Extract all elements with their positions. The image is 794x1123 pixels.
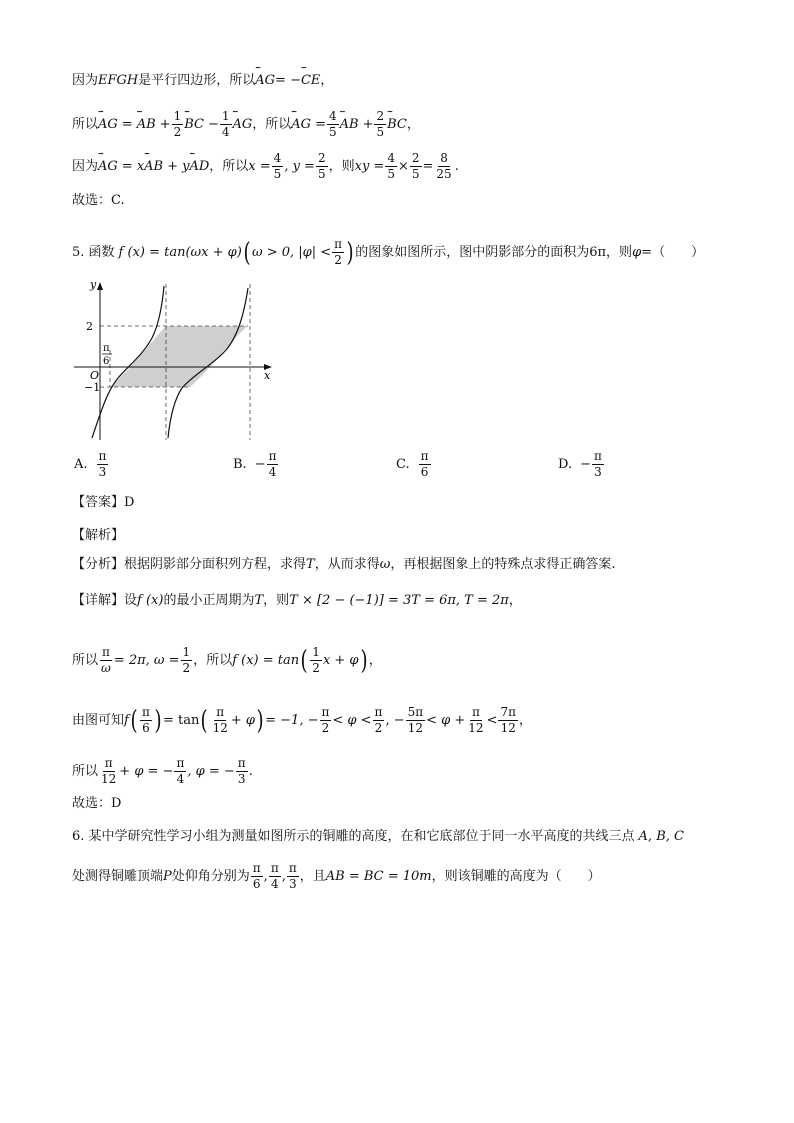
tick-minus1: −1 [84, 381, 101, 394]
option-a[interactable]: A. $\frac{\pi}{3}$ [74, 449, 107, 480]
prev-choose: 故选：C. [72, 193, 125, 208]
prev-line-1: 因为 EFGH 是平行四边形，所以 ꞏꞏꞏꞏ AG = − ꞏꞏꞏꞏ CE ， [72, 74, 333, 87]
q5-analysis: 【分析】根据阴影部分面积列方程，求得 T ，从而求得 ω ，再根据图象上的特殊点求得正确答案. [72, 557, 616, 572]
option-d[interactable]: D. − $\frac{\pi}{3}$ [558, 449, 602, 480]
tick-6: 6 [103, 356, 110, 367]
shaded-region [110, 326, 248, 387]
option-c[interactable]: C. $\frac{\pi}{6}$ [396, 449, 429, 480]
q5-analysis-head: 【解析】 [72, 528, 125, 543]
q5-detail: 【详解】设 f (x) 的最小正周期为 T ，则 T × [2 − (−1)] = 3T = 6π, T = 2π ， [72, 593, 522, 608]
prev-line-3: 因为 ꞏꞏꞏꞏ AG = x ꞏꞏꞏꞏ AB + y ꞏꞏꞏꞏ AD ，所以 x = $\frac{4}{5}$ , y = $\frac{2}{5}$ ，则 xy = $\frac{4}{5}$ × $\frac{2}{5}$ = $\frac{8}{25}$ . [72, 152, 459, 181]
q6-line-2: 处测得铜雕顶端 P 处仰角分别为 $\frac{\pi}{6}$ , $\frac{\pi}{4}$ , $\frac{\pi}{3}$ ，且 AB = BC = 10m ，则该铜雕的高度为（ ） [72, 861, 601, 892]
q6-line-1: 6. 某中学研究性学习小组为测量如图所示的铜雕的高度，在和它底部位于同一水平高度的共线三点 A, B, C [72, 829, 684, 844]
tick-2: 2 [86, 320, 93, 333]
vector-ce: ꞏꞏꞏꞏ CE [301, 74, 320, 87]
q5-step-2: 所以 $\frac{\pi}{\omega}$ = 2π, ω = $\frac{1}{2}$ ，所以 f (x) = tan ( $\frac{1}{2}$ x + φ ) ， [72, 645, 382, 676]
q5-step-4: 所以 $\frac{\pi}{12}$ + φ = − $\frac{\pi}{4}$ , φ = − $\frac{\pi}{3}$ . [72, 756, 253, 787]
q5-answer: 【答案】D [72, 495, 135, 510]
vector-ag: ꞏꞏꞏꞏ AG [255, 74, 275, 87]
option-b[interactable]: B. − $\frac{\pi}{4}$ [233, 449, 277, 480]
tangent-graph-figure [72, 278, 282, 448]
q5-choose: 故选：D [72, 796, 122, 811]
prev-line-2: 所以 ꞏꞏꞏꞏ AG = ꞏꞏꞏꞏ AB + $\frac{1}{2}$ ꞏꞏꞏꞏ BC − $\frac{1}{4}$ ꞏꞏꞏꞏ AG ，所以 ꞏꞏꞏꞏ AG = $\frac{4}{5}$ ꞏꞏꞏꞏ AB + $\frac{2}{5}$ ꞏꞏꞏꞏ BC ， [72, 110, 420, 139]
x-label: x [264, 369, 271, 382]
y-label: y [90, 278, 97, 291]
tangent-graph-svg [72, 278, 282, 444]
y-axis-arrow [97, 282, 103, 290]
q5-step-3: 由图可知 f ( $\frac{\pi}{6}$ ) = tan ( $\frac{\pi}{12}$ + φ ) = −1, − $\frac{\pi}{2}$ < φ < $\frac{\pi}{2}$ , − $\frac{5\pi}{12}$ < φ + $\frac{\pi}{12}$ < $\frac{7\pi}{12}$ ， [72, 705, 533, 736]
q5-stem: 5. 函数 f (x) = tan(ωx + φ) ( ω > 0, |φ| < $\frac{\pi}{2}$ ) 的图象如图所示，图中阴影部分的面积为 6π ，则 φ =（ ） [72, 237, 705, 268]
origin-label: O [90, 369, 100, 382]
tick-pi: π [103, 343, 110, 354]
